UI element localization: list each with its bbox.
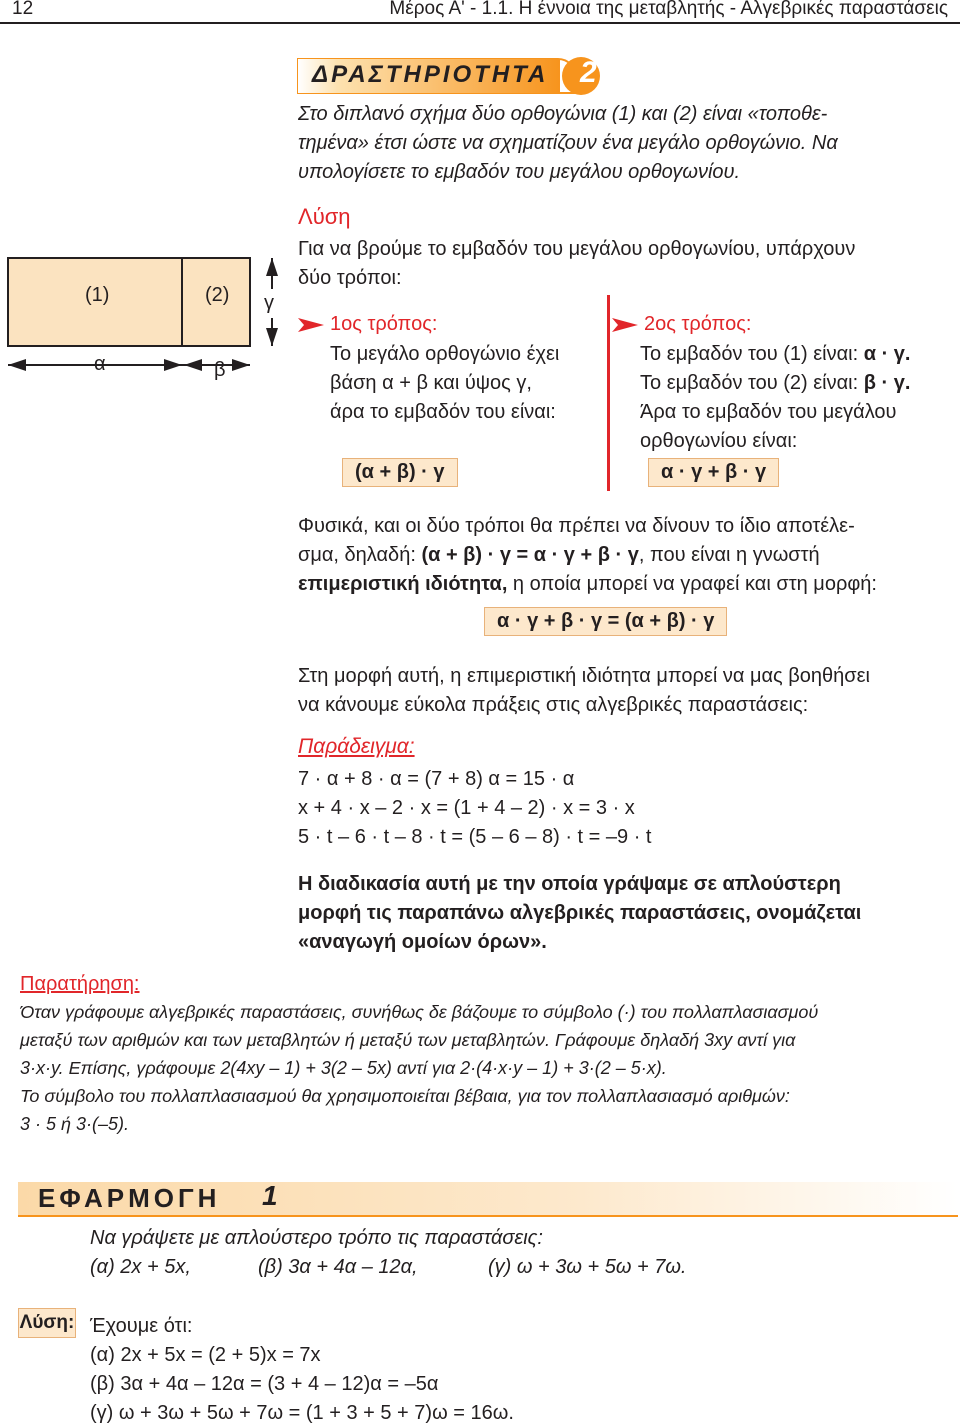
conclusion-line: Φυσικά, και οι δύο τρόποι θα πρέπει να δίνουν το ίδιο αποτέλε-: [298, 515, 855, 537]
arrow-bullet-icon: [612, 316, 638, 334]
rectangles-figure: [0, 250, 300, 380]
way2-result: α · γ + β · γ: [648, 458, 779, 487]
way1-text: [330, 340, 600, 427]
way2-line: ορθογωνίου είναι:: [640, 430, 798, 452]
way1-title: 1ος τρόπος:: [330, 313, 438, 335]
example-line: 7 · α + 8 · α = (7 + 8) α = 15 · α: [298, 768, 575, 790]
conclusion-paragraph: [298, 512, 958, 599]
definition-line: μορφή τις παραπάνω αλγεβρικές παραστάσεις, ονομάζεται: [298, 902, 862, 924]
application-prompt: Να γράψετε με απλούστερο τρόπο τις παραστάσεις:: [90, 1227, 543, 1249]
side-alpha-label: α: [94, 353, 106, 375]
rect2-label: (2): [205, 284, 230, 306]
activity-prompt: [298, 100, 958, 187]
usage-paragraph: [298, 662, 958, 720]
application-part-c: (γ) ω + 3ω + 5ω + 7ω.: [488, 1256, 687, 1278]
conclusion-line: επιμεριστική ιδιότητα, η οποία μπορεί να γραφεί και στη μορφή:: [298, 573, 877, 595]
distributive-formula: α · γ + β · γ = (α + β) · γ: [484, 607, 727, 636]
definition-line: Η διαδικασία αυτή με την οποία γράψαμε σε απλούστερη: [298, 873, 841, 895]
remark-line: 3 · 5 ή 3·(–5).: [20, 1114, 130, 1134]
application-part-a: (α) 2x + 5x,: [90, 1256, 191, 1278]
intro-line: Για να βρούμε το εμβαδόν του μεγάλου ορθογωνίου, υπάρχουν: [298, 238, 856, 260]
way2-line: Άρα το εμβαδόν του μεγάλου: [640, 401, 897, 423]
application-part-b: (β) 3α + 4α – 12α,: [258, 1256, 418, 1278]
prompt-line: υπολογίσετε το εμβαδόν του μεγάλου ορθογωνίου.: [298, 161, 741, 183]
way2-title: 2ος τρόπος:: [644, 313, 752, 335]
definition-paragraph: [298, 870, 958, 957]
solution-line: (γ) ω + 3ω + 5ω + 7ω = (1 + 3 + 5 + 7)ω = 16ω.: [90, 1402, 514, 1424]
example-title: Παράδειγμα:: [298, 735, 415, 758]
side-beta-label: β: [214, 359, 226, 381]
rect1-label: (1): [85, 284, 110, 306]
way2-line: Το εμβαδόν του (2) είναι: β · γ.: [640, 372, 911, 394]
usage-line: Στη μορφή αυτή, η επιμεριστική ιδιότητα μπορεί να μας βοηθήσει: [298, 665, 870, 687]
conclusion-line: σμα, δηλαδή: (α + β) · γ = α · γ + β · γ, που είναι η γνωστή: [298, 544, 820, 566]
way1-line: βάση α + β και ύψος γ,: [330, 372, 532, 394]
application-label: ΕΦΑΡΜΟΓΗ: [38, 1183, 221, 1213]
example-line: x + 4 · x – 2 · x = (1 + 4 – 2) · x = 3 · x: [298, 797, 635, 819]
page-header: [0, 0, 960, 22]
remark-line: Το σύμβολο του πολλαπλασιασμού θα χρησιμοποιείται βέβαια, για τον πολλαπλασιασμό αριθμών:: [20, 1086, 790, 1106]
solution-intro: [298, 235, 958, 293]
activity-label: ΔΡΑΣΤΗΡΙΟΤΗΤΑ: [312, 61, 549, 88]
remark-title: Παρατήρηση:: [20, 973, 140, 995]
solution-title: Λύση: [298, 204, 351, 229]
running-head: Μέρος Α' - 1.1. Η έννοια της μεταβλητής - Αλγεβρικές παραστάσεις: [389, 0, 948, 19]
prompt-line: Στο διπλανό σχήμα δύο ορθογώνια (1) και (2) είναι «τοποθε-: [298, 103, 828, 125]
way1-line: άρα το εμβαδόν του είναι:: [330, 401, 556, 423]
solution-line: (α) 2x + 5x = (2 + 5)x = 7x: [90, 1344, 321, 1366]
solution-line: Έχουμε ότι:: [90, 1315, 193, 1337]
remark-line: 3·x·y. Επίσης, γράφουμε 2(4xy – 1) + 3(2 – 5x) αντί για 2·(4·x·y – 1) + 3·(2 – 5·x).: [20, 1058, 667, 1078]
application-solution: [90, 1312, 950, 1428]
way2-line: Το εμβαδόν του (1) είναι: α · γ.: [640, 343, 911, 365]
side-gamma-label: γ: [263, 289, 275, 318]
definition-line: «αναγωγή ομοίων όρων».: [298, 931, 547, 953]
way-divider: [607, 295, 610, 491]
example-line: 5 · t – 6 · t – 8 · t = (5 – 6 – 8) · t = –9 · t: [298, 826, 652, 848]
arrow-bullet-icon: [298, 316, 324, 334]
usage-line: να κάνουμε εύκολα πράξεις στις αλγεβρικές παραστάσεις:: [298, 694, 809, 716]
solution-line: (β) 3α + 4α – 12α = (3 + 4 – 12)α = –5α: [90, 1373, 439, 1395]
activity-number: 2: [580, 56, 597, 89]
way1-result: (α + β) · γ: [342, 458, 458, 487]
intro-line: δύο τρόποι:: [298, 267, 402, 289]
way2-text: [640, 340, 960, 456]
remark-line: μεταξύ των αριθμών και των μεταβλητών ή μεταξύ των μεταβλητών. Γράφουμε δηλαδή 3xy αντί για: [20, 1030, 796, 1050]
application-number: 1: [262, 1180, 278, 1211]
way1-line: Το μεγάλο ορθογώνιο έχει: [330, 343, 560, 365]
remark-line: Όταν γράφουμε αλγεβρικές παραστάσεις, συνήθως δε βάζουμε το σύμβολο (·) του πολλαπλασιασμού: [20, 1002, 819, 1022]
header-rule: [0, 22, 960, 24]
page-number: 12: [12, 0, 34, 19]
application-solution-label: Λύση:: [18, 1308, 76, 1338]
prompt-line: τημένα» έτσι ώστε να σχηματίζουν ένα μεγάλο ορθογώνιο. Να: [298, 132, 838, 154]
examples: [298, 765, 958, 852]
remark-text: [20, 998, 956, 1138]
